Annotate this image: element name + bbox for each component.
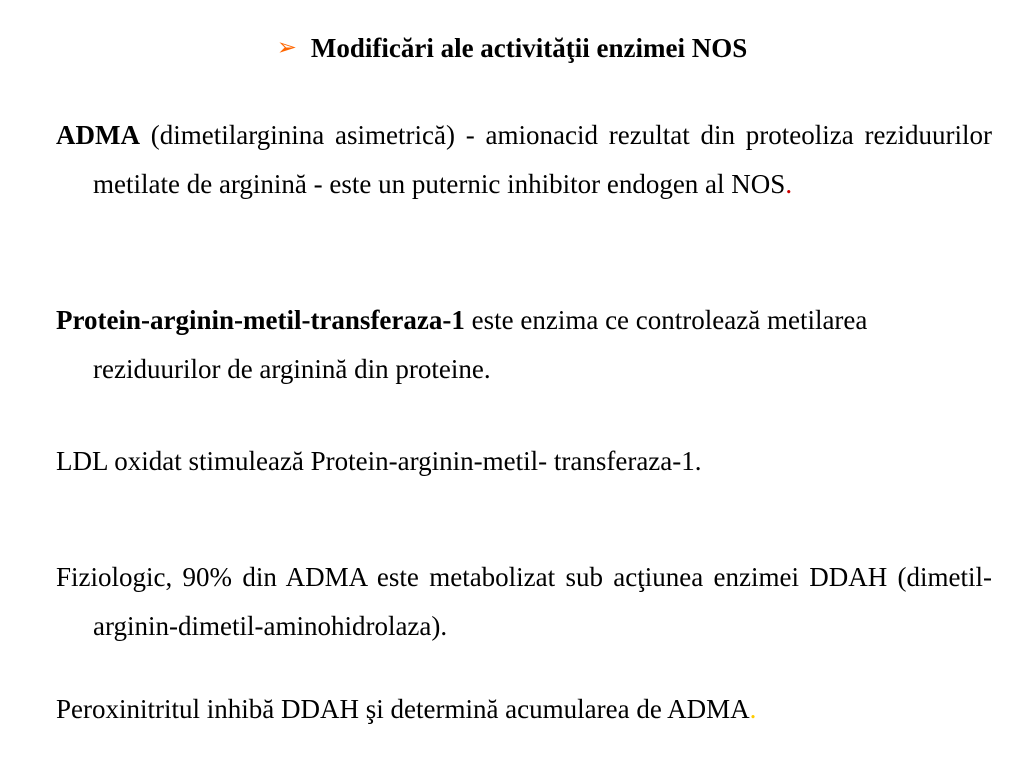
slide-title bbox=[0, 29, 1024, 66]
paragraph-peroxynitrite-period: . bbox=[749, 694, 757, 724]
paragraph-adma-period: . bbox=[785, 169, 793, 199]
arrow-bullet-icon: ➢ bbox=[276, 33, 297, 61]
paragraph-peroxynitrite-text: Peroxinitritul inhibă DDAH şi determină acumularea de ADMA bbox=[56, 694, 750, 724]
paragraph-prmt1 bbox=[56, 296, 992, 394]
paragraph-adma-term: ADMA bbox=[56, 120, 140, 150]
paragraph-ddah bbox=[56, 553, 992, 651]
paragraph-prmt1-term: Protein-arginin-metil-transferaza-1 bbox=[56, 305, 465, 335]
paragraph-peroxynitrite bbox=[56, 685, 992, 734]
paragraph-ddah-text: Fiziologic, 90% din ADMA este metabolizat sub acţiunea enzimei DDAH (dimetil-arginin-dimetil-aminohidrolaza). bbox=[56, 562, 992, 641]
paragraph-ldl bbox=[56, 437, 992, 486]
paragraph-adma bbox=[56, 111, 992, 209]
slide-title-text: Modificări ale activităţii enzimei NOS bbox=[310, 33, 748, 63]
paragraph-prmt1-text: este enzima ce controlează metilarea reziduurilor de arginină din proteine. bbox=[93, 305, 868, 384]
paragraph-ldl-text: LDL oxidat stimulează Protein-arginin-metil- transferaza-1. bbox=[56, 446, 702, 476]
paragraph-adma-text: (dimetilarginina asimetrică) - amionacid rezultat din proteoliza reziduurilor metilate de arginină - este un puternic inhibitor endogen al NOS bbox=[93, 120, 992, 199]
